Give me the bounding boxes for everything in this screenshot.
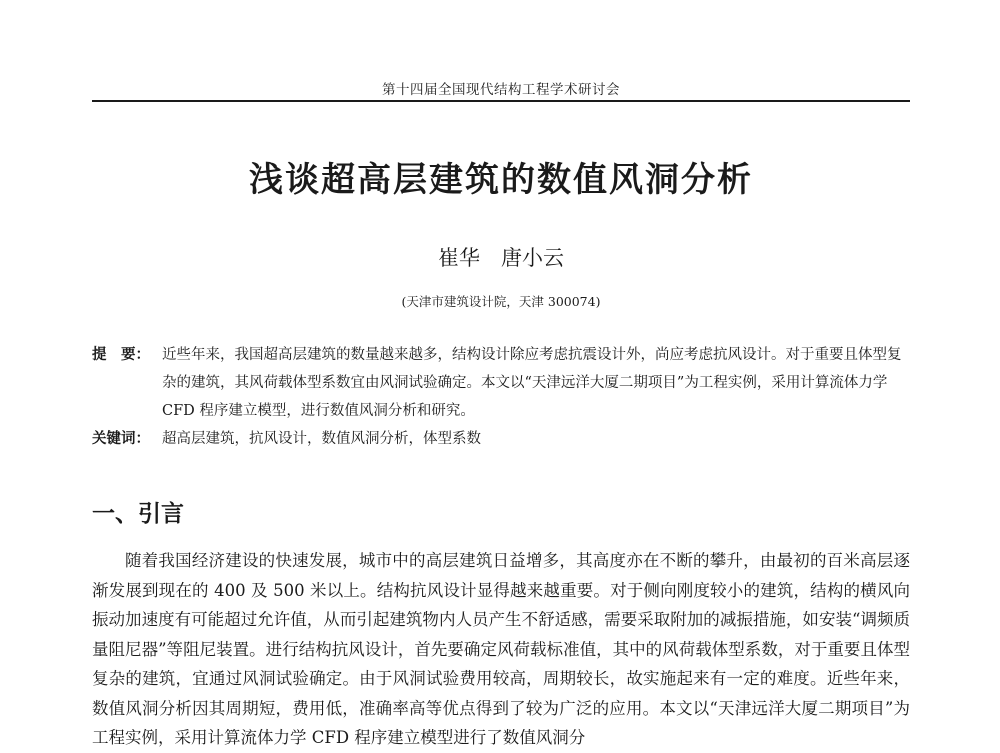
author-affiliation: (天津市建筑设计院，天津 300074) bbox=[401, 294, 601, 309]
keywords-text: 超高层建筑，抗风设计，数值风洞分析，体型系数 bbox=[162, 431, 481, 447]
abstract-block bbox=[92, 341, 910, 453]
header-rule bbox=[92, 100, 910, 102]
paper-authors: 崔华 唐小云 bbox=[438, 246, 564, 270]
abstract-text: 近些年来，我国超高层建筑的数量越来越多，结构设计除应考虑抗震设计外，尚应考虑抗风设计。对于重要且体型复杂的建筑，其风荷载体型系数宜由风洞试验确定。本文以“天津远洋大厦二期项目”为工程实例，采用计算流体力学 CFD 程序建立模型，进行数值风洞分析和研究。 bbox=[162, 347, 902, 419]
conference-header: 第十四届全国现代结构工程学术研讨会 bbox=[382, 82, 620, 98]
abstract-row bbox=[92, 341, 910, 425]
abstract-label: 提 要： bbox=[92, 347, 150, 363]
section-body-paragraph: 随着我国经济建设的快速发展，城市中的高层建筑日益增多，其高度亦在不断的攀升，由最初的百米高层逐渐发展到现在的 400 及 500 米以上。结构抗风设计显得越来越重要。对于侧向刚度较小的建筑，结构的横风向振动加速度有可能超过允许值，从而引起建筑物内人员产生不舒适感，需要采取附加的减振措施，如安装“调频质量阻尼器”等阻尼装置。进行结构抗风设计，首先要确定风荷载标准值，其中的风荷载体型系数，对于重要且体型复杂的建筑，宜通过风洞试验确定。由于风洞试验费用较高，周期较长，故实施起来有一定的难度。近些年来，数值风洞分析因其周期短，费用低，准确率高等优点得到了较为广泛的应用。本文以“天津远洋大厦二期项目”为工程实例，采用计算流体力学 CFD 程序建立模型进行了数值风洞分 bbox=[92, 551, 910, 747]
section-heading: 一、引言 bbox=[92, 501, 184, 527]
keywords-label: 关键词： bbox=[92, 431, 150, 447]
keywords-row bbox=[92, 425, 910, 453]
paper-title: 浅谈超高层建筑的数值风洞分析 bbox=[249, 160, 753, 200]
